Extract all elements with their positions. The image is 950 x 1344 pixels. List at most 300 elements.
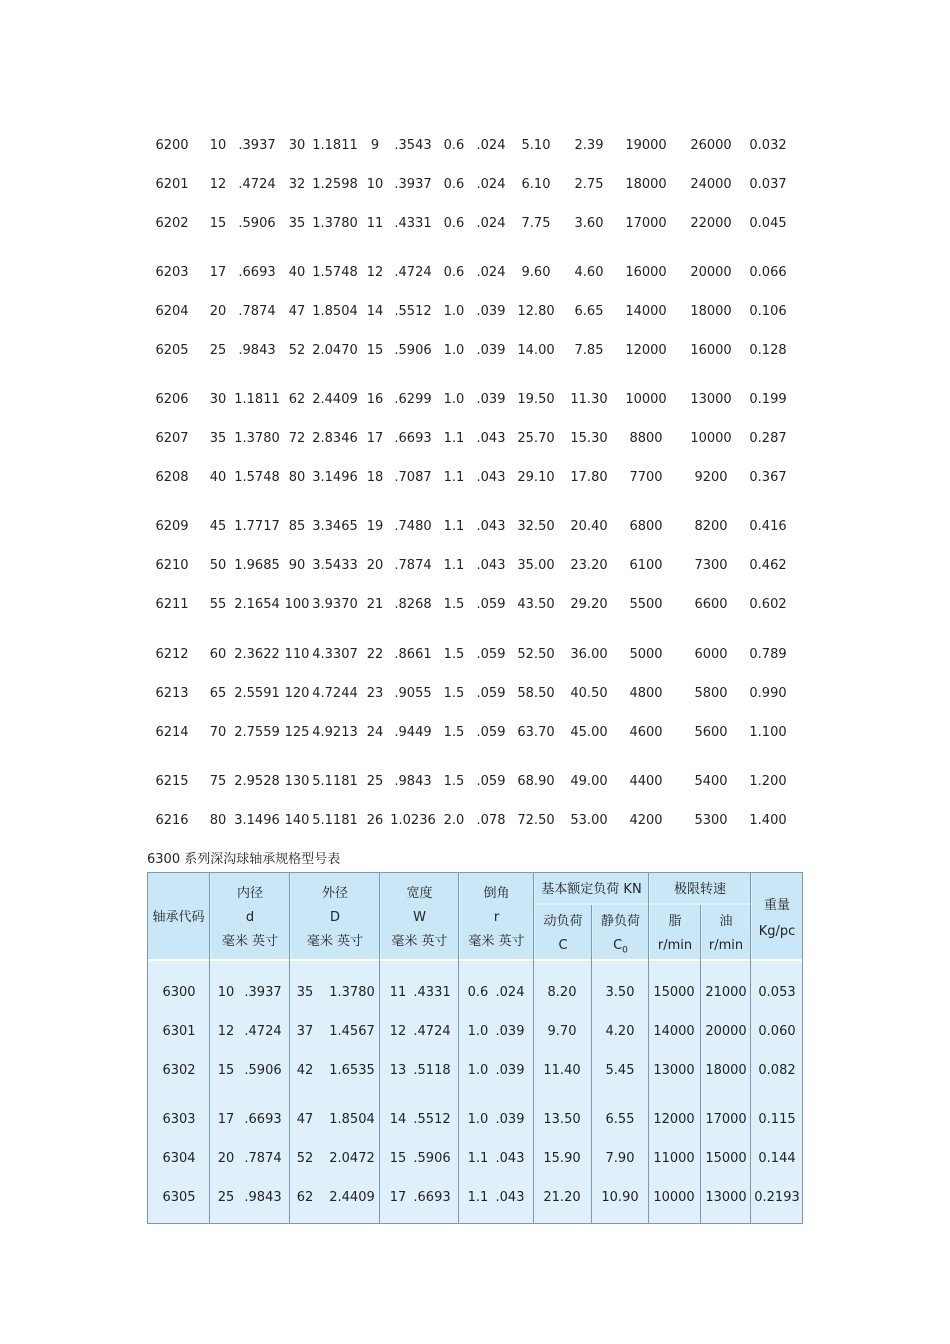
cell-bore-in: 2.3622 [234, 647, 280, 662]
cell-code: 6206 [155, 392, 189, 407]
cell-static-load: 20.40 [570, 519, 608, 534]
cell-width-mm: 23 [366, 686, 384, 701]
cell-od-in: 1.2598 [312, 177, 358, 192]
cell-bore-mm: 10 [217, 985, 235, 1000]
cell-grease-speed: 4800 [629, 686, 663, 701]
cell-chamfer-in: .059 [476, 647, 506, 662]
cell-grease-speed: 4200 [629, 813, 663, 828]
cell-grease-speed: 10000 [653, 1190, 695, 1205]
cell-code: 6203 [155, 265, 189, 280]
cell-od-in: 4.7244 [312, 686, 358, 701]
cell-od-mm: 35 [296, 985, 314, 1000]
cell-bore-in: .4724 [238, 177, 276, 192]
cell-grease-speed: 18000 [625, 177, 667, 192]
cell-width-in: .8661 [394, 647, 432, 662]
table-row [0, 341, 950, 361]
cell-chamfer-in: .039 [476, 392, 506, 407]
table-row [0, 214, 950, 234]
cell-grease-speed: 5000 [629, 647, 663, 662]
cell-chamfer-in: .043 [495, 1190, 525, 1205]
cell-width-in: .9449 [394, 725, 432, 740]
cell-width-in: .4724 [413, 1024, 451, 1039]
cell-width-mm: 13 [389, 1063, 407, 1078]
cell-od-in: 2.4409 [329, 1190, 375, 1205]
cell-oil-speed: 13000 [705, 1190, 747, 1205]
cell-dynamic-load: 11.40 [543, 1063, 581, 1078]
cell-od-in: 3.5433 [312, 558, 358, 573]
cell-dynamic-load: 72.50 [517, 813, 555, 828]
table-row [0, 595, 950, 615]
cell-dynamic-load: 58.50 [517, 686, 555, 701]
cell-static-load: 3.60 [574, 216, 604, 231]
cell-od-in: 3.1496 [312, 470, 358, 485]
col-divider [533, 873, 534, 1223]
cell-width-mm: 11 [366, 216, 384, 231]
header-static-symbol: $C_0$ [613, 938, 628, 956]
cell-dynamic-load: 32.50 [517, 519, 555, 534]
cell-grease-speed: 5500 [629, 597, 663, 612]
cell-width-mm: 19 [366, 519, 384, 534]
cell-grease-speed: 12000 [625, 343, 667, 358]
cell-od-mm: 80 [288, 470, 306, 485]
table-row [148, 1149, 804, 1169]
cell-static-load: 6.65 [574, 304, 604, 319]
cell-bore-mm: 12 [209, 177, 227, 192]
cell-chamfer-mm: 1.1 [443, 470, 465, 485]
header-chamfer-symbol: r [493, 910, 500, 925]
cell-weight: 1.400 [749, 813, 787, 828]
header-outer: 外径 [321, 886, 348, 901]
cell-od-mm: 52 [288, 343, 306, 358]
table-row [0, 302, 950, 322]
cell-static-load: 15.30 [570, 431, 608, 446]
header-dynamic: 动负荷 [543, 914, 583, 929]
cell-od-in: 4.9213 [312, 725, 358, 740]
cell-dynamic-load: 6.10 [521, 177, 551, 192]
cell-grease-speed: 11000 [653, 1151, 695, 1166]
cell-code: 6204 [155, 304, 189, 319]
col-divider [379, 873, 380, 1223]
cell-bore-mm: 55 [209, 597, 227, 612]
cell-chamfer-mm: 1.0 [467, 1112, 489, 1127]
header-oil: 油 [719, 914, 733, 929]
cell-code: 6304 [162, 1151, 196, 1166]
cell-chamfer-mm: 0.6 [443, 138, 465, 153]
cell-bore-in: .9843 [238, 343, 276, 358]
cell-code: 6214 [155, 725, 189, 740]
cell-width-in: .5906 [394, 343, 432, 358]
cell-oil-speed: 18000 [705, 1063, 747, 1078]
cell-bore-mm: 25 [209, 343, 227, 358]
cell-code: 6205 [155, 343, 189, 358]
cell-chamfer-mm: 1.1 [467, 1190, 489, 1205]
cell-width-in: .5512 [413, 1112, 451, 1127]
cell-od-mm: 40 [288, 265, 306, 280]
cell-code: 6210 [155, 558, 189, 573]
cell-weight: 0.128 [749, 343, 787, 358]
table-row [0, 517, 950, 537]
cell-bore-in: 1.3780 [234, 431, 280, 446]
cell-bore-mm: 35 [209, 431, 227, 446]
cell-dynamic-load: 68.90 [517, 774, 555, 789]
cell-bore-mm: 10 [209, 138, 227, 153]
cell-width-mm: 26 [366, 813, 384, 828]
cell-weight: 0.082 [758, 1063, 796, 1078]
cell-weight: 0.416 [749, 519, 787, 534]
cell-width-in: .6693 [413, 1190, 451, 1205]
cell-bore-in: 1.9685 [234, 558, 280, 573]
cell-od-mm: 62 [296, 1190, 314, 1205]
table-row [0, 645, 950, 665]
cell-grease-speed: 12000 [653, 1112, 695, 1127]
cell-bore-mm: 17 [217, 1112, 235, 1127]
table-row [0, 136, 950, 156]
cell-dynamic-load: 25.70 [517, 431, 555, 446]
cell-oil-speed: 9200 [694, 470, 728, 485]
cell-bore-in: .3937 [244, 985, 282, 1000]
cell-chamfer-in: .043 [476, 431, 506, 446]
cell-width-mm: 15 [366, 343, 384, 358]
cell-static-load: 3.50 [605, 985, 635, 1000]
cell-bore-in: 3.1496 [234, 813, 280, 828]
cell-od-in: 5.1181 [312, 813, 358, 828]
cell-chamfer-mm: 1.5 [443, 725, 465, 740]
header-outer-units: 毫米 英寸 [306, 934, 364, 949]
cell-chamfer-in: .024 [476, 177, 506, 192]
cell-width-mm: 18 [366, 470, 384, 485]
header-static: 静负荷 [600, 914, 640, 929]
cell-chamfer-mm: 1.0 [443, 392, 465, 407]
cell-od-mm: 32 [288, 177, 306, 192]
cell-bore-mm: 15 [217, 1063, 235, 1078]
cell-od-mm: 125 [284, 725, 310, 740]
cell-weight: 0.045 [749, 216, 787, 231]
cell-bore-mm: 45 [209, 519, 227, 534]
col-divider [209, 873, 210, 1223]
cell-od-in: 1.3780 [329, 985, 375, 1000]
table-row [0, 772, 950, 792]
cell-dynamic-load: 7.75 [521, 216, 551, 231]
table-row [0, 811, 950, 831]
cell-chamfer-mm: 1.0 [467, 1024, 489, 1039]
cell-bore-in: 2.5591 [234, 686, 280, 701]
cell-static-load: 40.50 [570, 686, 608, 701]
cell-weight: 0.115 [758, 1112, 796, 1127]
cell-width-in: .5906 [413, 1151, 451, 1166]
cell-weight: 0.144 [758, 1151, 796, 1166]
cell-weight: 0.053 [758, 985, 796, 1000]
cell-weight: 1.200 [749, 774, 787, 789]
cell-width-in: .3937 [394, 177, 432, 192]
cell-grease-speed: 19000 [625, 138, 667, 153]
cell-oil-speed: 5400 [694, 774, 728, 789]
cell-chamfer-in: .043 [476, 519, 506, 534]
cell-bore-in: 2.7559 [234, 725, 280, 740]
cell-width-in: .9843 [394, 774, 432, 789]
header-inner-symbol: d [245, 910, 255, 925]
cell-width-in: .4331 [394, 216, 432, 231]
header-width: 宽度 [406, 886, 433, 901]
cell-bore-mm: 30 [209, 392, 227, 407]
cell-oil-speed: 15000 [705, 1151, 747, 1166]
cell-grease-speed: 6800 [629, 519, 663, 534]
cell-grease-speed: 14000 [653, 1024, 695, 1039]
cell-bore-mm: 20 [209, 304, 227, 319]
cell-od-in: 2.0472 [329, 1151, 375, 1166]
table-row [0, 429, 950, 449]
cell-od-in: 1.5748 [312, 265, 358, 280]
cell-bore-mm: 60 [209, 647, 227, 662]
cell-od-mm: 52 [296, 1151, 314, 1166]
cell-chamfer-mm: 1.1 [467, 1151, 489, 1166]
cell-code: 6207 [155, 431, 189, 446]
cell-chamfer-in: .039 [495, 1063, 525, 1078]
table-row [148, 1110, 804, 1130]
cell-dynamic-load: 5.10 [521, 138, 551, 153]
cell-od-mm: 47 [296, 1112, 314, 1127]
cell-width-in: .5512 [394, 304, 432, 319]
cell-dynamic-load: 13.50 [543, 1112, 581, 1127]
cell-code: 6201 [155, 177, 189, 192]
header-weight-unit: Kg/pc [758, 924, 796, 939]
cell-oil-speed: 5800 [694, 686, 728, 701]
cell-bore-in: .7874 [244, 1151, 282, 1166]
cell-chamfer-in: .059 [476, 597, 506, 612]
cell-dynamic-load: 63.70 [517, 725, 555, 740]
cell-code: 6300 [162, 985, 196, 1000]
cell-bore-in: .3937 [238, 138, 276, 153]
cell-bore-mm: 50 [209, 558, 227, 573]
cell-oil-speed: 7300 [694, 558, 728, 573]
cell-width-mm: 20 [366, 558, 384, 573]
cell-bore-in: 1.1811 [234, 392, 280, 407]
cell-bore-in: .7874 [238, 304, 276, 319]
col-divider [458, 873, 459, 1223]
cell-od-mm: 62 [288, 392, 306, 407]
cell-chamfer-in: .039 [495, 1024, 525, 1039]
cell-code: 6302 [162, 1063, 196, 1078]
cell-od-mm: 130 [284, 774, 310, 789]
cell-code: 6305 [162, 1190, 196, 1205]
table-row [148, 1188, 804, 1208]
cell-weight: 0.990 [749, 686, 787, 701]
table-row [0, 723, 950, 743]
cell-dynamic-load: 15.90 [543, 1151, 581, 1166]
cell-dynamic-load: 43.50 [517, 597, 555, 612]
header-width-units: 毫米 英寸 [391, 934, 448, 949]
cell-chamfer-mm: 1.5 [443, 774, 465, 789]
cell-chamfer-mm: 0.6 [443, 265, 465, 280]
cell-oil-speed: 6600 [694, 597, 728, 612]
cell-width-in: .3543 [394, 138, 432, 153]
cell-bore-mm: 40 [209, 470, 227, 485]
cell-static-load: 7.85 [574, 343, 604, 358]
header-chamfer: 倒角 [483, 886, 510, 901]
cell-code: 6303 [162, 1112, 196, 1127]
cell-bore-in: .5906 [244, 1063, 282, 1078]
cell-od-mm: 42 [296, 1063, 314, 1078]
header-code: 轴承代码 [152, 910, 205, 925]
cell-od-in: 2.4409 [312, 392, 358, 407]
cell-chamfer-in: .059 [476, 774, 506, 789]
cell-dynamic-load: 8.20 [547, 985, 577, 1000]
cell-width-mm: 17 [389, 1190, 407, 1205]
cell-static-load: 17.80 [570, 470, 608, 485]
cell-weight: 0.066 [749, 265, 787, 280]
cell-od-mm: 110 [284, 647, 310, 662]
cell-oil-speed: 21000 [705, 985, 747, 1000]
cell-bore-in: .4724 [244, 1024, 282, 1039]
cell-width-in: .7480 [394, 519, 432, 534]
cell-width-mm: 12 [366, 265, 384, 280]
cell-chamfer-in: .078 [476, 813, 506, 828]
cell-grease-speed: 8800 [629, 431, 663, 446]
cell-grease-speed: 13000 [653, 1063, 695, 1078]
cell-od-mm: 37 [296, 1024, 314, 1039]
cell-weight: 1.100 [749, 725, 787, 740]
header-cell-weight [752, 873, 802, 959]
cell-static-load: 4.60 [574, 265, 604, 280]
cell-grease-speed: 10000 [625, 392, 667, 407]
cell-oil-speed: 10000 [690, 431, 732, 446]
table-row [0, 390, 950, 410]
cell-width-mm: 14 [389, 1112, 407, 1127]
cell-static-load: 6.55 [605, 1112, 635, 1127]
cell-oil-speed: 13000 [690, 392, 732, 407]
cell-bore-in: .6693 [244, 1112, 282, 1127]
cell-width-in: 1.0236 [390, 813, 436, 828]
cell-dynamic-load: 12.80 [517, 304, 555, 319]
cell-od-mm: 35 [288, 216, 306, 231]
cell-chamfer-mm: 0.6 [467, 985, 489, 1000]
cell-static-load: 36.00 [570, 647, 608, 662]
header-dynamic-symbol: C [558, 938, 568, 953]
cell-bore-in: .5906 [238, 216, 276, 231]
cell-grease-speed: 4600 [629, 725, 663, 740]
cell-width-mm: 25 [366, 774, 384, 789]
cell-dynamic-load: 9.70 [547, 1024, 577, 1039]
header-grease: 脂 [668, 914, 682, 929]
cell-code: 6200 [155, 138, 189, 153]
cell-od-mm: 100 [284, 597, 310, 612]
cell-weight: 0.199 [749, 392, 787, 407]
cell-width-mm: 15 [389, 1151, 407, 1166]
cell-chamfer-in: .039 [476, 304, 506, 319]
cell-chamfer-mm: 0.6 [443, 216, 465, 231]
cell-width-in: .7087 [394, 470, 432, 485]
cell-code: 6208 [155, 470, 189, 485]
cell-oil-speed: 5300 [694, 813, 728, 828]
cell-width-mm: 12 [389, 1024, 407, 1039]
cell-static-load: 29.20 [570, 597, 608, 612]
cell-chamfer-in: .043 [476, 470, 506, 485]
cell-width-mm: 16 [366, 392, 384, 407]
table-row [0, 556, 950, 576]
cell-chamfer-mm: 1.5 [443, 647, 465, 662]
table-row [0, 468, 950, 488]
cell-width-in: .4331 [413, 985, 451, 1000]
cell-chamfer-mm: 1.5 [443, 597, 465, 612]
cell-od-in: 3.9370 [312, 597, 358, 612]
cell-dynamic-load: 29.10 [517, 470, 555, 485]
cell-bore-mm: 15 [209, 216, 227, 231]
cell-dynamic-load: 9.60 [521, 265, 551, 280]
cell-static-load: 11.30 [570, 392, 608, 407]
cell-chamfer-mm: 1.5 [443, 686, 465, 701]
cell-width-in: .8268 [394, 597, 432, 612]
cell-chamfer-mm: 1.0 [443, 343, 465, 358]
header-inner-units: 毫米 英寸 [221, 934, 279, 949]
cell-weight: 0.602 [749, 597, 787, 612]
cell-od-mm: 72 [288, 431, 306, 446]
cell-grease-speed: 7700 [629, 470, 663, 485]
cell-weight: 0.462 [749, 558, 787, 573]
cell-chamfer-mm: 1.0 [443, 304, 465, 319]
cell-oil-speed: 5600 [694, 725, 728, 740]
cell-weight: 0.789 [749, 647, 787, 662]
cell-od-mm: 90 [288, 558, 306, 573]
cell-oil-speed: 24000 [690, 177, 732, 192]
cell-code: 6215 [155, 774, 189, 789]
cell-chamfer-in: .024 [476, 138, 506, 153]
cell-grease-speed: 4400 [629, 774, 663, 789]
cell-grease-speed: 17000 [625, 216, 667, 231]
cell-width-mm: 24 [366, 725, 384, 740]
table-row [0, 175, 950, 195]
cell-grease-speed: 15000 [653, 985, 695, 1000]
cell-weight: 0.287 [749, 431, 787, 446]
cell-chamfer-in: .024 [476, 216, 506, 231]
table-row [148, 983, 804, 1003]
cell-static-load: 4.20 [605, 1024, 635, 1039]
cell-width-in: .5118 [413, 1063, 451, 1078]
cell-od-in: 1.3780 [312, 216, 358, 231]
table-row [148, 1022, 804, 1042]
cell-code: 6209 [155, 519, 189, 534]
cell-dynamic-load: 14.00 [517, 343, 555, 358]
cell-static-load: 7.90 [605, 1151, 635, 1166]
cell-static-load: 53.00 [570, 813, 608, 828]
col-divider [289, 873, 290, 1223]
cell-oil-speed: 26000 [690, 138, 732, 153]
cell-od-in: 2.0470 [312, 343, 358, 358]
cell-grease-speed: 16000 [625, 265, 667, 280]
cell-chamfer-in: .039 [495, 1112, 525, 1127]
cell-od-in: 3.3465 [312, 519, 358, 534]
cell-oil-speed: 16000 [690, 343, 732, 358]
cell-width-mm: 17 [366, 431, 384, 446]
table-row [0, 263, 950, 283]
cell-dynamic-load: 35.00 [517, 558, 555, 573]
cell-grease-speed: 14000 [625, 304, 667, 319]
cell-oil-speed: 20000 [690, 265, 732, 280]
cell-width-mm: 22 [366, 647, 384, 662]
cell-od-in: 5.1181 [312, 774, 358, 789]
cell-chamfer-in: .024 [476, 265, 506, 280]
cell-width-in: .4724 [394, 265, 432, 280]
cell-chamfer-mm: 1.1 [443, 519, 465, 534]
header-speed: 极限转速 [673, 882, 726, 897]
table-row [148, 1061, 804, 1081]
cell-width-in: .6299 [394, 392, 432, 407]
cell-chamfer-mm: 1.0 [467, 1063, 489, 1078]
cell-width-in: .7874 [394, 558, 432, 573]
cell-weight: 0.032 [749, 138, 787, 153]
cell-static-load: 2.39 [574, 138, 604, 153]
series-6300-table [147, 872, 803, 1224]
cell-static-load: 45.00 [570, 725, 608, 740]
cell-chamfer-mm: 0.6 [443, 177, 465, 192]
